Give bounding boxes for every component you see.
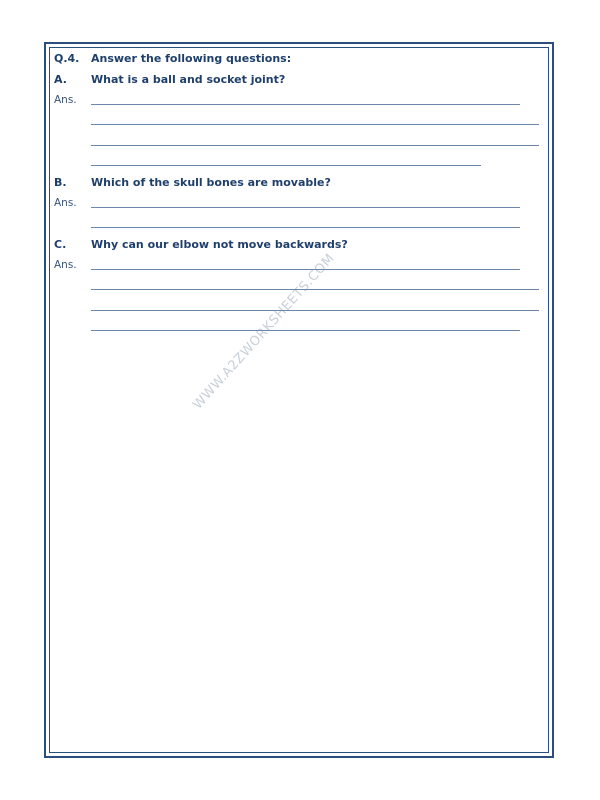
answer-line[interactable] <box>91 310 539 311</box>
watermark: WWW.A2ZWORKSHEETS.COM <box>190 251 338 413</box>
answer-line[interactable] <box>91 227 520 228</box>
page-border-inner <box>49 47 549 753</box>
sub-question-b: Which of the skull bones are movable? <box>91 176 331 189</box>
question-number: Q.4. <box>54 52 80 65</box>
answer-line[interactable] <box>91 145 539 146</box>
answer-line[interactable] <box>91 289 539 290</box>
sub-question-letter-c: C. <box>54 238 67 251</box>
answer-label-b: Ans. <box>54 197 77 209</box>
answer-line[interactable] <box>91 104 520 105</box>
sub-question-c: Why can our elbow not move backwards? <box>91 238 348 251</box>
answer-line[interactable] <box>91 207 520 208</box>
answer-line[interactable] <box>91 330 520 331</box>
answer-label-a: Ans. <box>54 94 77 106</box>
answer-line[interactable] <box>91 124 539 125</box>
sub-question-letter-b: B. <box>54 176 67 189</box>
answer-line[interactable] <box>91 165 481 166</box>
question-heading: Answer the following questions: <box>91 52 292 65</box>
sub-question-letter-a: A. <box>54 73 67 86</box>
answer-label-c: Ans. <box>54 259 77 271</box>
answer-line[interactable] <box>91 269 520 270</box>
sub-question-a: What is a ball and socket joint? <box>91 73 286 86</box>
page-border <box>44 42 554 758</box>
